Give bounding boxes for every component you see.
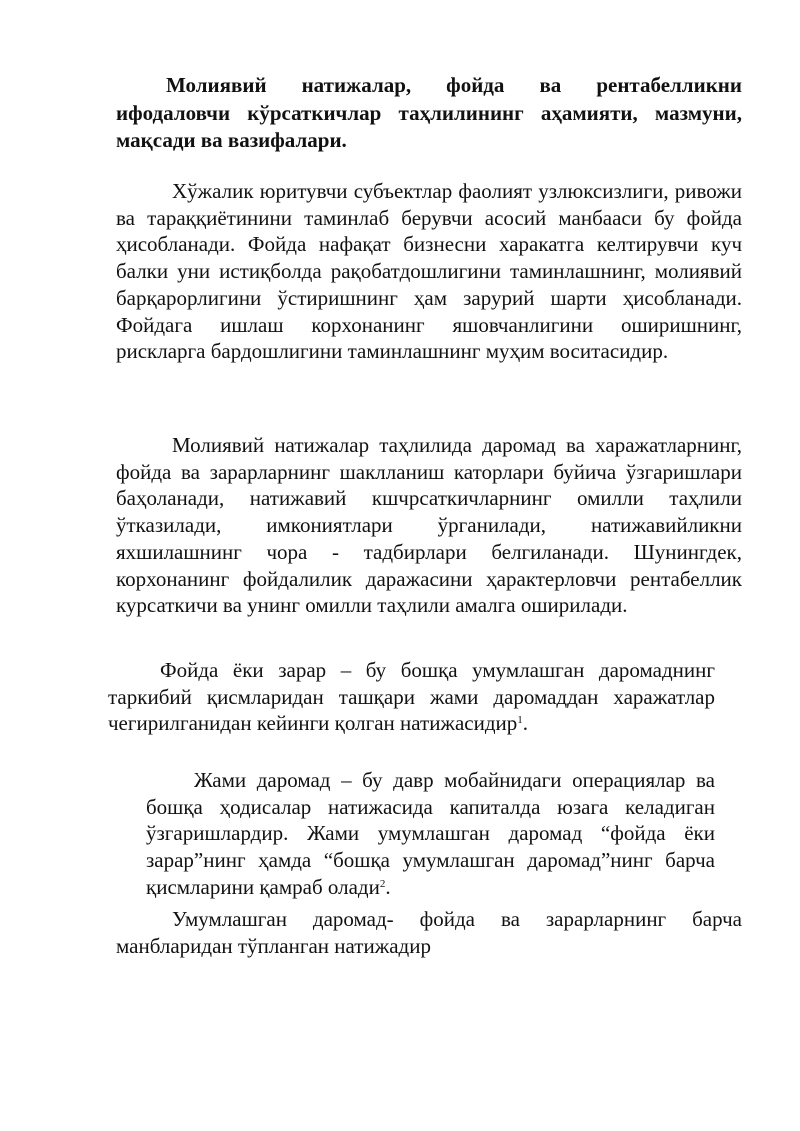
footnote-ref-2: 2 [379, 877, 386, 890]
paragraph-end: . [522, 711, 528, 736]
paragraph-profit-or-loss-definition [108, 657, 715, 737]
paragraph-financial-results-analysis: Молиявий натижалар таҳлилида даромад ва харажатларнинг, фойда ва зарарларнинг шаклланиш каторлари буйича ўзгаришлари баҳоланади, натижавий кшчрсаткичларнинг омилли таҳлили ўтказилади, имкониятлари ўрганилади, натижавийликни яхшилашнинг чора - тадбирлари белгиланади. Шунингдек, корхонанинг фойдалилик даражасини ҳарактерловчи рентабеллик курсаткичи ва унинг омилли таҳлили амалга оширилади. [116, 433, 742, 618]
paragraph-profit-importance: Хўжалик юритувчи субъектлар фаолият узлюксизлиги, ривожи ва тараққиётинини таминлаб берувчи асосий манбааси бу фойда ҳисобланади. Фойда нафақат бизнесни харакатга келтирувчи куч балки уни истиқболда рақобатдошлигини таминлашнинг, молиявий барқарорлигини ўстиришнинг ҳам зарурий шарти ҳисобланади. Фойдага ишлаш корхонанинг яшовчанлигини оширишнинг, рискларга бардошлигини таминлашнинг муҳим воситасидир. [116, 179, 742, 364]
paragraph-total-income-definition [146, 767, 715, 901]
paragraph-comprehensive-income: Умумлашган даромад- фойда ва зарарларнинг барча манбларидан тўпланган натижадир [116, 907, 742, 958]
document-heading: Молиявий натижалар, фойда ва рентабелликни ифодаловчи кўрсаткичлар таҳлилининг аҳамияти, мазмуни, мақсади ва вазифалари. [116, 73, 742, 152]
paragraph-text: Жами даромад – бу давр мобайнидаги операциялар ва бошқа ҳодисалар натижасида капиталда юзага келадиган ўзгаришлардир. Жами умумлашган даромад “фойда ёки зарар”нинг ҳамда “бошқа умумлашган даромад”нинг барча қисмларини қамраб олади [146, 768, 715, 899]
footnote-ref-1: 1 [517, 714, 523, 727]
paragraph-text: Фойда ёки зарар – бу бошқа умумлашган даромаднинг таркибий қисмларидан ташқари жами даромаддан харажатлар чегирилганидан кейинги қолган натижасидир [108, 658, 715, 736]
paragraph-end: . [385, 874, 391, 899]
